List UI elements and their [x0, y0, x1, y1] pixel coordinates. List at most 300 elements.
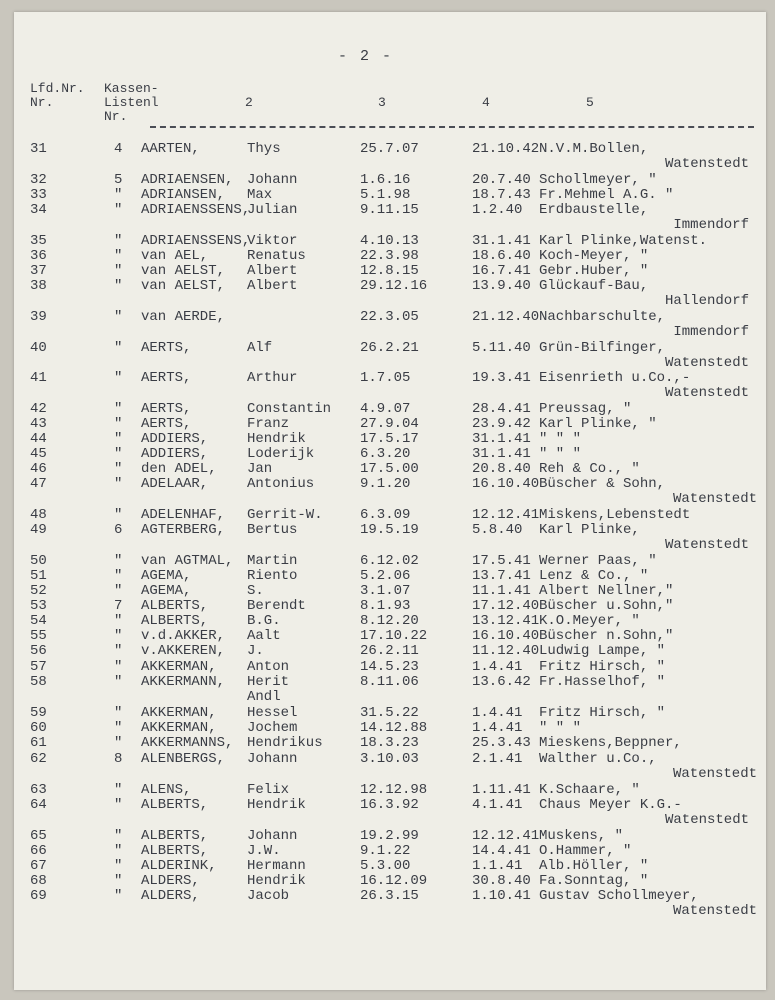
- kassen-list-number: 4: [114, 141, 123, 157]
- row-number: 34: [30, 202, 47, 218]
- kassen-list-number: ": [114, 309, 123, 325]
- employer: Koch-Meyer, ": [539, 248, 649, 264]
- row-number: 44: [30, 431, 47, 447]
- first-name: S.: [247, 583, 264, 599]
- kassen-list-number: ": [114, 340, 123, 356]
- first-name: Herit: [247, 674, 290, 690]
- date-col-3: 18.3.23: [360, 735, 419, 751]
- kassen-list-number: ": [114, 187, 123, 203]
- employer-location: Watenstedt: [664, 812, 749, 828]
- last-name: van AELST,: [141, 263, 226, 279]
- date-col-4: 5.8.40: [472, 522, 523, 538]
- row-number: 54: [30, 613, 47, 629]
- table-row: [0, 279, 775, 309]
- date-col-3: 8.1.93: [360, 598, 411, 614]
- kassen-list-number: ": [114, 659, 123, 675]
- employer: " " ": [539, 446, 582, 462]
- date-col-4: 13.12.41: [472, 613, 540, 629]
- date-col-3: 22.3.98: [360, 248, 419, 264]
- kassen-list-number: ": [114, 416, 123, 432]
- date-col-4: 31.1.41: [472, 446, 531, 462]
- employer-location: Watenstedt: [672, 491, 757, 507]
- employer: Karl Plinke,: [539, 522, 640, 538]
- row-number: 56: [30, 643, 47, 659]
- date-col-3: 14.12.88: [360, 720, 428, 736]
- table-row: [0, 798, 775, 828]
- last-name: ADELAAR,: [141, 476, 209, 492]
- first-name: Max: [247, 187, 273, 203]
- employer: Fr.Hasselhof, ": [539, 674, 666, 690]
- row-number: 42: [30, 401, 47, 417]
- first-name: Gerrit-W.: [247, 507, 323, 523]
- employer: Preussag, ": [539, 401, 632, 417]
- employer-location: Watenstedt: [672, 903, 757, 919]
- date-col-4: 20.8.40: [472, 461, 531, 477]
- employer: Glückauf-Bau,: [539, 278, 649, 294]
- first-name: Hermann: [247, 858, 306, 874]
- kassen-list-number: ": [114, 278, 123, 294]
- row-number: 66: [30, 843, 47, 859]
- kassen-list-number: ": [114, 797, 123, 813]
- last-name: van AELST,: [141, 278, 226, 294]
- last-name: ALENS,: [141, 782, 192, 798]
- row-number: 41: [30, 370, 47, 386]
- first-name: Antonius: [247, 476, 315, 492]
- first-name: Johann: [247, 828, 298, 844]
- row-number: 52: [30, 583, 47, 599]
- last-name: ALENBERGS,: [141, 751, 226, 767]
- first-name: Martin: [247, 553, 298, 569]
- kassen-list-number: ": [114, 553, 123, 569]
- employer: Erdbaustelle,: [539, 202, 649, 218]
- first-name: Hessel: [247, 705, 298, 721]
- header-col-3: 3: [378, 95, 386, 110]
- date-col-4: 1.2.40: [472, 202, 523, 218]
- last-name: v.AKKEREN,: [141, 643, 226, 659]
- last-name: AKKERMANN,: [141, 674, 226, 690]
- date-col-3: 9.11.15: [360, 202, 419, 218]
- page-number: - 2 -: [338, 48, 394, 65]
- date-col-4: 11.12.40: [472, 643, 540, 659]
- row-number: 32: [30, 172, 47, 188]
- header-lfd-nr: Lfd.Nr. Nr.: [30, 81, 85, 110]
- first-name: Albert: [247, 278, 298, 294]
- last-name: ALDERS,: [141, 888, 200, 904]
- date-col-3: 5.1.98: [360, 187, 411, 203]
- first-name: Thys: [247, 141, 281, 157]
- employer: Gebr.Huber, ": [539, 263, 649, 279]
- kassen-list-number: 8: [114, 751, 123, 767]
- date-col-4: 31.1.41: [472, 233, 531, 249]
- kassen-list-number: ": [114, 735, 123, 751]
- date-col-3: 5.3.00: [360, 858, 411, 874]
- row-number: 65: [30, 828, 47, 844]
- table-row: [0, 341, 775, 371]
- date-col-3: 4.10.13: [360, 233, 419, 249]
- date-col-4: 20.7.40: [472, 172, 531, 188]
- date-col-4: 1.4.41: [472, 659, 523, 675]
- employer: " " ": [539, 720, 582, 736]
- employer: Muskens, ": [539, 828, 624, 844]
- date-col-3: 19.5.19: [360, 522, 419, 538]
- last-name: AERTS,: [141, 416, 192, 432]
- kassen-list-number: 5: [114, 172, 123, 188]
- last-name: ALDERINK,: [141, 858, 217, 874]
- row-number: 48: [30, 507, 47, 523]
- kassen-list-number: ": [114, 461, 123, 477]
- date-col-3: 22.3.05: [360, 309, 419, 325]
- date-col-4: 17.12.40: [472, 598, 540, 614]
- date-col-3: 26.2.11: [360, 643, 419, 659]
- date-col-3: 19.2.99: [360, 828, 419, 844]
- row-number: 33: [30, 187, 47, 203]
- kassen-list-number: 6: [114, 522, 123, 538]
- employer: Alb.Höller, ": [539, 858, 649, 874]
- kassen-list-number: ": [114, 888, 123, 904]
- date-col-4: 21.10.42: [472, 141, 540, 157]
- date-col-4: 11.1.41: [472, 583, 531, 599]
- employer: Karl Plinke, ": [539, 416, 657, 432]
- first-name: Jacob: [247, 888, 290, 904]
- date-col-3: 25.7.07: [360, 141, 419, 157]
- row-number: 53: [30, 598, 47, 614]
- table-row: [0, 310, 775, 340]
- employer-location: Watenstedt: [664, 537, 749, 553]
- date-col-4: 1.4.41: [472, 720, 523, 736]
- first-name: Felix: [247, 782, 290, 798]
- row-number: 47: [30, 476, 47, 492]
- row-number: 55: [30, 628, 47, 644]
- employer: Schollmeyer, ": [539, 172, 657, 188]
- employer: Büscher n.Sohn,": [539, 628, 674, 644]
- row-number: 68: [30, 873, 47, 889]
- row-number: 63: [30, 782, 47, 798]
- last-name: v.d.AKKER,: [141, 628, 226, 644]
- employer: Gustav Schollmeyer,: [539, 888, 699, 904]
- header-col-4: 4: [482, 95, 490, 110]
- row-number: 35: [30, 233, 47, 249]
- row-number: 37: [30, 263, 47, 279]
- row-number: 50: [30, 553, 47, 569]
- last-name: ADRIAENSSENS,: [141, 233, 251, 249]
- last-name: ADRIAENSSENS,: [141, 202, 251, 218]
- date-col-4: 30.8.40: [472, 873, 531, 889]
- employer: Werner Paas, ": [539, 553, 657, 569]
- last-name: van AGTMAL,: [141, 553, 234, 569]
- row-number: 43: [30, 416, 47, 432]
- employer: Chaus Meyer K.G.-: [539, 797, 682, 813]
- kassen-list-number: ": [114, 720, 123, 736]
- date-col-4: 17.5.41: [472, 553, 531, 569]
- last-name: AKKERMAN,: [141, 659, 217, 675]
- table-row: [0, 889, 775, 919]
- kassen-list-number: ": [114, 782, 123, 798]
- date-col-3: 17.5.00: [360, 461, 419, 477]
- date-col-4: 12.12.41: [472, 828, 540, 844]
- date-col-3: 29.12.16: [360, 278, 428, 294]
- kassen-list-number: 7: [114, 598, 123, 614]
- row-number: 51: [30, 568, 47, 584]
- last-name: ADDIERS,: [141, 446, 209, 462]
- date-col-3: 26.2.21: [360, 340, 419, 356]
- date-col-3: 3.10.03: [360, 751, 419, 767]
- row-number: 38: [30, 278, 47, 294]
- last-name: AKKERMAN,: [141, 705, 217, 721]
- first-name: Berendt: [247, 598, 306, 614]
- first-name: B.G.: [247, 613, 281, 629]
- employer-location: Watenstedt: [664, 385, 749, 401]
- date-col-3: 1.6.16: [360, 172, 411, 188]
- last-name: ADDIERS,: [141, 431, 209, 447]
- row-number: 45: [30, 446, 47, 462]
- date-col-4: 5.11.40: [472, 340, 531, 356]
- last-name: AKKERMAN,: [141, 720, 217, 736]
- table-row: [0, 371, 775, 401]
- last-name: ALBERTS,: [141, 828, 209, 844]
- kassen-list-number: ": [114, 705, 123, 721]
- date-col-4: 16.7.41: [472, 263, 531, 279]
- employer: Reh & Co., ": [539, 461, 640, 477]
- date-col-3: 12.8.15: [360, 263, 419, 279]
- last-name: den ADEL,: [141, 461, 217, 477]
- kassen-list-number: ": [114, 873, 123, 889]
- employer: Lenz & Co., ": [539, 568, 649, 584]
- employer: N.V.M.Bollen,: [539, 141, 649, 157]
- employer-location: Immendorf: [673, 324, 749, 340]
- table-row: [0, 203, 775, 233]
- employer: Büscher u.Sohn,": [539, 598, 674, 614]
- kassen-list-number: ": [114, 431, 123, 447]
- date-col-3: 5.2.06: [360, 568, 411, 584]
- employer: Miskens,Lebenstedt: [539, 507, 691, 523]
- last-name: ALBERTS,: [141, 797, 209, 813]
- first-name: Franz: [247, 416, 290, 432]
- date-col-4: 16.10.40: [472, 628, 540, 644]
- first-name: J.: [247, 643, 264, 659]
- employer: Eisenrieth u.Co.,-: [539, 370, 691, 386]
- table-row: [0, 675, 775, 705]
- row-number: 57: [30, 659, 47, 675]
- last-name: AERTS,: [141, 370, 192, 386]
- date-col-4: 31.1.41: [472, 431, 531, 447]
- date-col-4: 1.11.41: [472, 782, 531, 798]
- employer-location: Watenstedt: [672, 766, 757, 782]
- kassen-list-number: ": [114, 263, 123, 279]
- date-col-4: 18.7.43: [472, 187, 531, 203]
- first-name: Julian: [247, 202, 298, 218]
- first-name: Albert: [247, 263, 298, 279]
- date-col-3: 3.1.07: [360, 583, 411, 599]
- kassen-list-number: ": [114, 233, 123, 249]
- kassen-list-number: ": [114, 858, 123, 874]
- employer: K.Schaare, ": [539, 782, 640, 798]
- employer-location: Watenstedt: [664, 156, 749, 172]
- date-col-3: 6.3.20: [360, 446, 411, 462]
- date-col-3: 12.12.98: [360, 782, 428, 798]
- first-name-continued: Andl: [247, 689, 281, 705]
- last-name: ADELENHAF,: [141, 507, 226, 523]
- employer: Büscher & Sohn,: [539, 476, 666, 492]
- date-col-3: 9.1.22: [360, 843, 411, 859]
- employer: K.O.Meyer, ": [539, 613, 640, 629]
- last-name: ALBERTS,: [141, 843, 209, 859]
- employer: Albert Nellner,": [539, 583, 674, 599]
- row-number: 46: [30, 461, 47, 477]
- header-kassen-listen-nr: Kassen- Listenl Nr.: [104, 81, 159, 124]
- first-name: Hendrik: [247, 431, 306, 447]
- table-row: [0, 523, 775, 553]
- date-col-3: 17.10.22: [360, 628, 428, 644]
- row-number: 31: [30, 141, 47, 157]
- last-name: AKKERMANNS,: [141, 735, 234, 751]
- first-name: Aalt: [247, 628, 281, 644]
- date-col-4: 1.1.41: [472, 858, 523, 874]
- row-number: 69: [30, 888, 47, 904]
- date-col-4: 16.10.40: [472, 476, 540, 492]
- first-name: Loderijk: [247, 446, 315, 462]
- date-col-4: 13.7.41: [472, 568, 531, 584]
- kassen-list-number: ": [114, 628, 123, 644]
- date-col-3: 16.3.92: [360, 797, 419, 813]
- first-name: J.W.: [247, 843, 281, 859]
- kassen-list-number: ": [114, 370, 123, 386]
- row-number: 64: [30, 797, 47, 813]
- row-number: 59: [30, 705, 47, 721]
- employer: Fritz Hirsch, ": [539, 659, 666, 675]
- date-col-3: 6.12.02: [360, 553, 419, 569]
- last-name: van AEL,: [141, 248, 209, 264]
- employer: Grün-Bilfinger,: [539, 340, 666, 356]
- date-col-3: 8.12.20: [360, 613, 419, 629]
- date-col-4: 25.3.43: [472, 735, 531, 751]
- kassen-list-number: ": [114, 843, 123, 859]
- last-name: ALDERS,: [141, 873, 200, 889]
- first-name: Johann: [247, 751, 298, 767]
- employer: " " ": [539, 431, 582, 447]
- employer: Fa.Sonntag, ": [539, 873, 649, 889]
- first-name: Viktor: [247, 233, 298, 249]
- row-number: 67: [30, 858, 47, 874]
- date-col-3: 31.5.22: [360, 705, 419, 721]
- header-col-5: 5: [586, 95, 594, 110]
- first-name: Hendrik: [247, 873, 306, 889]
- date-col-3: 1.7.05: [360, 370, 411, 386]
- last-name: ALBERTS,: [141, 598, 209, 614]
- date-col-3: 16.12.09: [360, 873, 428, 889]
- row-number: 49: [30, 522, 47, 538]
- last-name: AGEMA,: [141, 568, 192, 584]
- date-col-3: 14.5.23: [360, 659, 419, 675]
- date-col-4: 2.1.41: [472, 751, 523, 767]
- header-col-2: 2: [245, 95, 253, 110]
- date-col-3: 27.9.04: [360, 416, 419, 432]
- employer: Nachbarschulte,: [539, 309, 666, 325]
- first-name: Jan: [247, 461, 273, 477]
- employer: Fritz Hirsch, ": [539, 705, 666, 721]
- kassen-list-number: ": [114, 476, 123, 492]
- last-name: ADRIANSEN,: [141, 187, 226, 203]
- kassen-list-number: ": [114, 583, 123, 599]
- date-col-4: 1.10.41: [472, 888, 531, 904]
- first-name: Hendrik: [247, 797, 306, 813]
- kassen-list-number: ": [114, 248, 123, 264]
- last-name: AARTEN,: [141, 141, 200, 157]
- first-name: Anton: [247, 659, 290, 675]
- table-row: [0, 142, 775, 172]
- last-name: AGEMA,: [141, 583, 192, 599]
- date-col-3: 9.1.20: [360, 476, 411, 492]
- first-name: Renatus: [247, 248, 306, 264]
- kassen-list-number: ": [114, 507, 123, 523]
- employer-location: Hallendorf: [664, 293, 749, 309]
- employer: Walther u.Co.,: [539, 751, 657, 767]
- kassen-list-number: ": [114, 401, 123, 417]
- last-name: van AERDE,: [141, 309, 226, 325]
- kassen-list-number: ": [114, 828, 123, 844]
- employer: O.Hammer, ": [539, 843, 632, 859]
- first-name: Riento: [247, 568, 298, 584]
- date-col-4: 4.1.41: [472, 797, 523, 813]
- date-col-3: 8.11.06: [360, 674, 419, 690]
- last-name: AERTS,: [141, 340, 192, 356]
- kassen-list-number: ": [114, 568, 123, 584]
- last-name: ADRIAENSEN,: [141, 172, 234, 188]
- date-col-4: 19.3.41: [472, 370, 531, 386]
- date-col-3: 26.3.15: [360, 888, 419, 904]
- first-name: Jochem: [247, 720, 298, 736]
- first-name: Hendrikus: [247, 735, 323, 751]
- first-name: Alf: [247, 340, 273, 356]
- date-col-4: 23.9.42: [472, 416, 531, 432]
- first-name: Arthur: [247, 370, 298, 386]
- row-number: 61: [30, 735, 47, 751]
- date-col-4: 13.6.42: [472, 674, 531, 690]
- first-name: Bertus: [247, 522, 298, 538]
- employer: Mieskens,Beppner,: [539, 735, 682, 751]
- date-col-4: 13.9.40: [472, 278, 531, 294]
- last-name: AGTERBERG,: [141, 522, 226, 538]
- kassen-list-number: ": [114, 674, 123, 690]
- employer: Ludwig Lampe, ": [539, 643, 666, 659]
- date-col-4: 21.12.40: [472, 309, 540, 325]
- first-name: Constantin: [247, 401, 332, 417]
- date-col-4: 14.4.41: [472, 843, 531, 859]
- row-number: 40: [30, 340, 47, 356]
- table-row: [0, 752, 775, 782]
- kassen-list-number: ": [114, 202, 123, 218]
- employer-location: Watenstedt: [664, 355, 749, 371]
- date-col-3: 6.3.09: [360, 507, 411, 523]
- last-name: AERTS,: [141, 401, 192, 417]
- date-col-4: 1.4.41: [472, 705, 523, 721]
- employer-location: Immendorf: [673, 217, 749, 233]
- employer: Fr.Mehmel A.G. ": [539, 187, 674, 203]
- date-col-3: 4.9.07: [360, 401, 411, 417]
- table-row: [0, 477, 775, 507]
- kassen-list-number: ": [114, 446, 123, 462]
- date-col-4: 18.6.40: [472, 248, 531, 264]
- kassen-list-number: ": [114, 643, 123, 659]
- kassen-list-number: ": [114, 613, 123, 629]
- row-number: 39: [30, 309, 47, 325]
- row-number: 58: [30, 674, 47, 690]
- header-dashed-rule: [150, 126, 754, 128]
- row-number: 62: [30, 751, 47, 767]
- last-name: ALBERTS,: [141, 613, 209, 629]
- first-name: Johann: [247, 172, 298, 188]
- date-col-4: 12.12.41: [472, 507, 540, 523]
- date-col-4: 28.4.41: [472, 401, 531, 417]
